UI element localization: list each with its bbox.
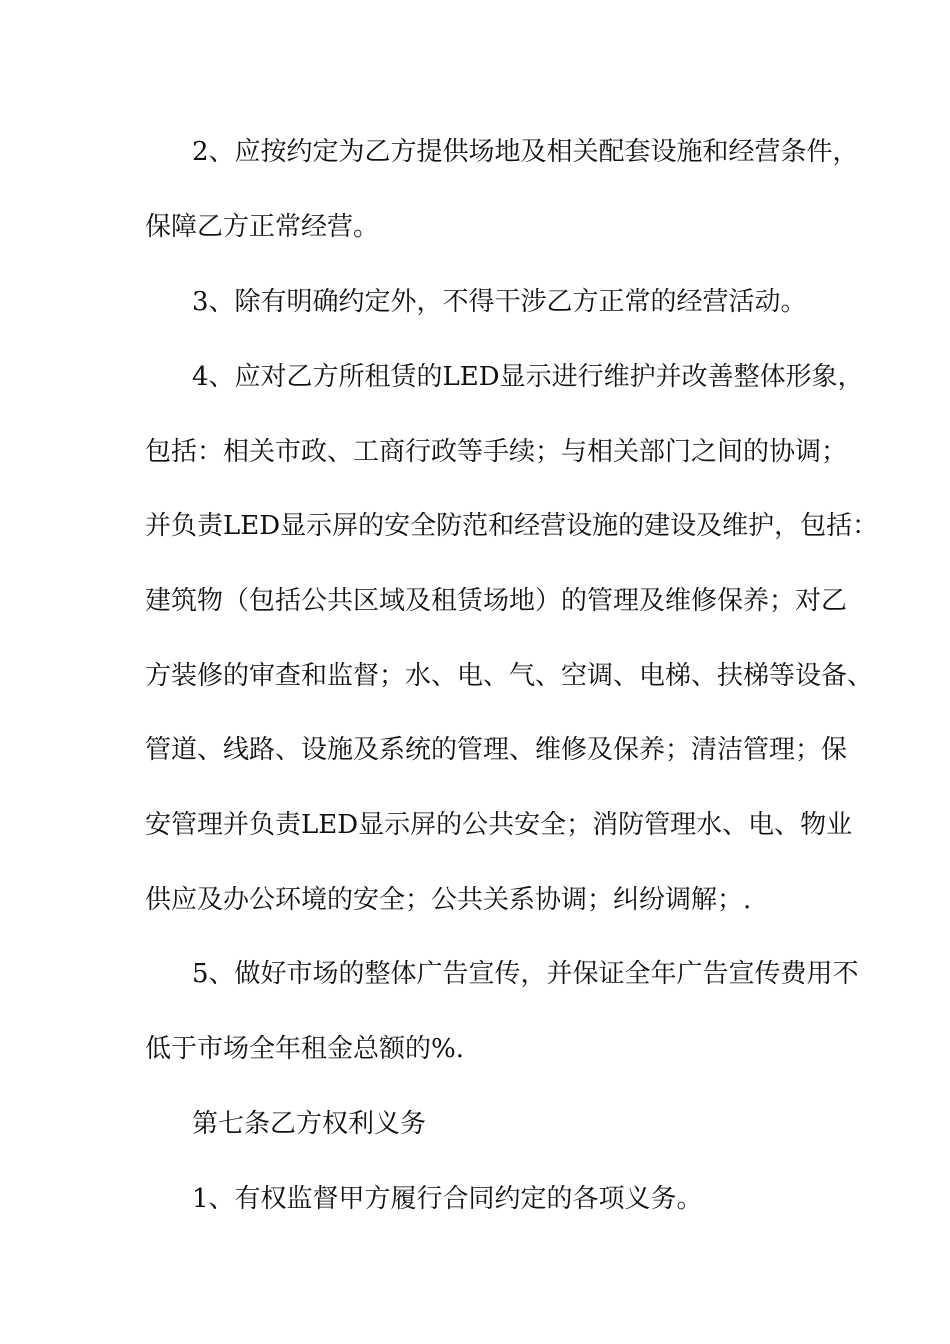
paragraph-line: 包括：相关市政、工商行政等手续；与相关部门之间的协调； bbox=[145, 437, 848, 467]
paragraph-line: 4、应对乙方所租赁的LED显示进行维护并改善整体形象， bbox=[192, 362, 864, 392]
paragraph-line: 5、做好市场的整体广告宣传，并保证全年广告宣传费用不 bbox=[192, 959, 859, 989]
paragraph-line: 供应及办公环境的安全；公共关系协调；纠纷调解；. bbox=[145, 885, 752, 915]
paragraph-line: 低于市场全年租金总额的%. bbox=[145, 1034, 464, 1064]
paragraph-line: 方装修的审查和监督；水、电、气、空调、电梯、扶梯等设备、 bbox=[145, 661, 874, 691]
paragraph-line: 保障乙方正常经营。 bbox=[145, 212, 380, 242]
section-heading: 第七条乙方权利义务 bbox=[192, 1109, 427, 1139]
paragraph-line: 2、应按约定为乙方提供场地及相关配套设施和经营条件， bbox=[192, 137, 859, 167]
paragraph-line: 3、除有明确约定外，不得干涉乙方正常的经营活动。 bbox=[192, 287, 807, 317]
paragraph-line: 1、有权监督甲方履行合同约定的各项义务。 bbox=[192, 1184, 703, 1214]
paragraph-line: 并负责LED显示屏的安全防范和经营设施的建设及维护，包括： bbox=[145, 511, 879, 541]
paragraph-line: 管道、线路、设施及系统的管理、维修及保养；清洁管理；保 bbox=[145, 735, 848, 765]
paragraph-line: 建筑物（包括公共区域及租赁场地）的管理及维修保养；对乙 bbox=[145, 586, 848, 616]
paragraph-line: 安管理并负责LED显示屏的公共安全；消防管理水、电、物业 bbox=[145, 810, 853, 840]
